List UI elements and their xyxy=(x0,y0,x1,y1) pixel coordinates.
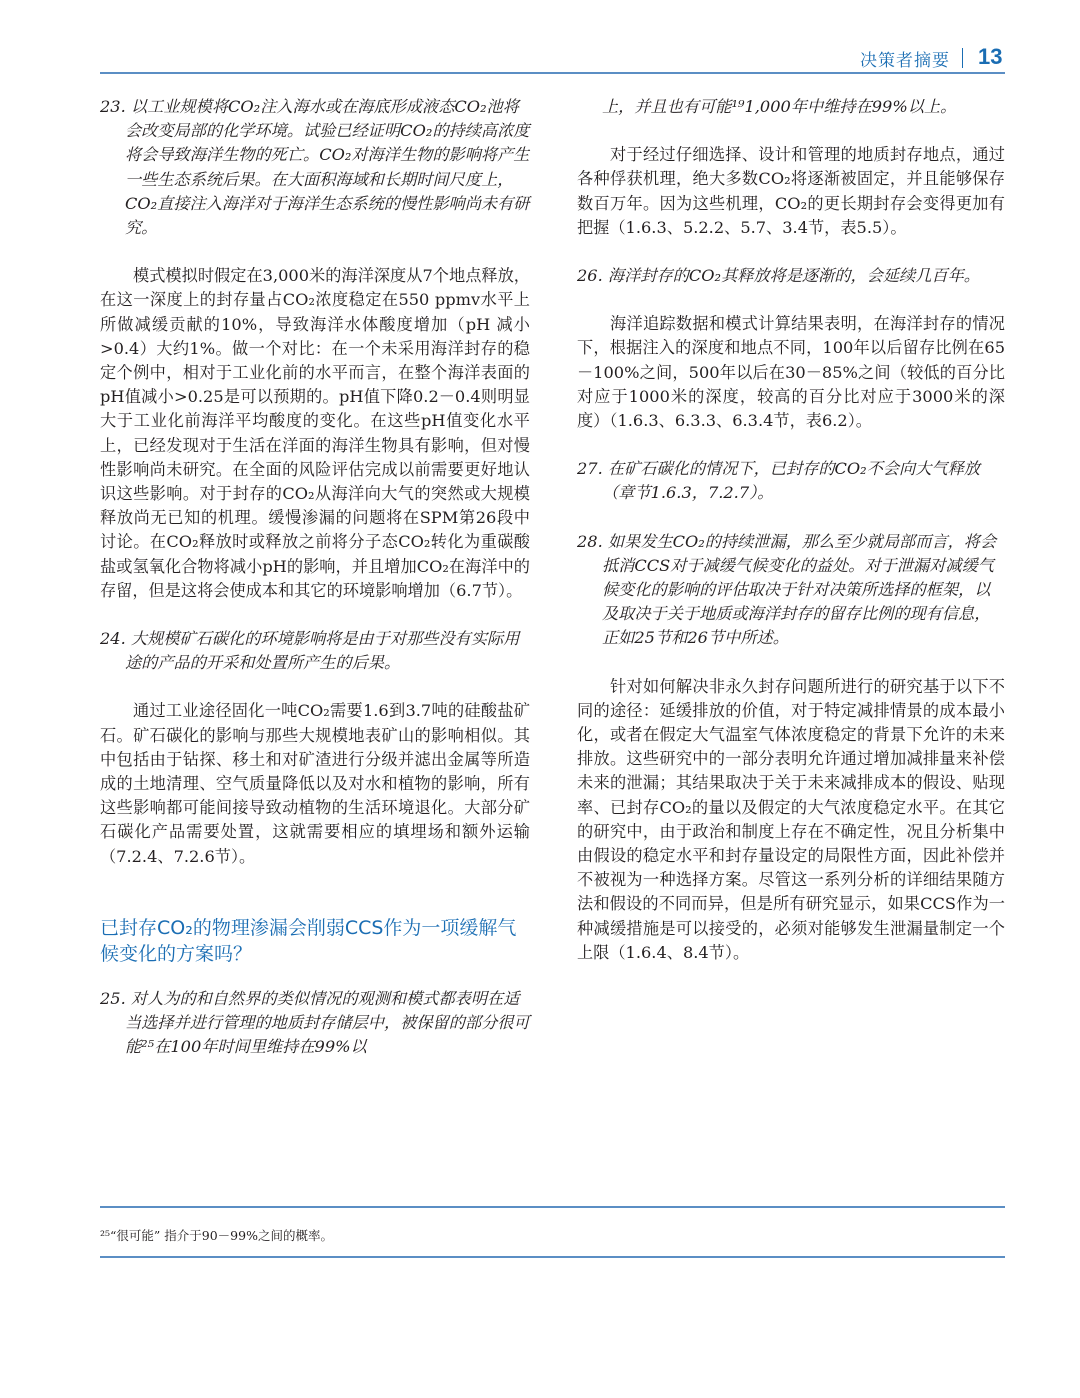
item-27: 27. 在矿石碳化的情况下，已封存的CO₂不会向大气释放（章节1.6.3，7.2.7）。 xyxy=(577,459,980,503)
section-heading: 已封存CO₂的物理渗漏会削弱CCS作为一项缓解气候变化的方案吗？ xyxy=(100,916,517,965)
footnote-rule-bottom xyxy=(100,1256,1005,1258)
item-28: 28. 如果发生CO₂的持续泄漏，那么至少就局部而言，将会抵消CCS对于减缓气候变化的益处。对于泄漏对减缓气候变化的影响的评估取决于针对决策所选择的框架，以及取决于关于地质或海洋封存的留存比例的现有信息，正如25节和26节中所述。 xyxy=(577,531,997,648)
paragraph-geological-storage: 对于经过仔细选择、设计和管理的地质封存地点，通过各种俘获机理，绝大多数CO₂将逐渐被固定，并且能够保存数百万年。因为这些机理，CO₂的更长期封存会变得更加有把握（1.6.3、5.2.2、5.7、3.4节，表5.5）。 xyxy=(577,145,1005,237)
paragraph-mineral-carbonation: 通过工业途径固化一吨CO₂需要1.6到3.7吨的硅酸盐矿石。矿石碳化的影响与那些大规模地表矿山的影响相似。其中包括由于钻探、移土和对矿渣进行分级并滤出金属等所造成的土地清理、空气质量降低以及对水和植物的影响，所有这些影响都可能间接导致动植物的生活环境退化。大部分矿石碳化产品需要处置，这就需要相应的填埋场和额外运输（7.2.4、7.2.6节）。 xyxy=(100,701,530,866)
item-26: 26. 海洋封存的CO₂其释放将是逐渐的，会延续几百年。 xyxy=(577,266,980,286)
item-24: 24. 大规模矿石碳化的环境影响将是由于对那些没有实际用途的产品的开采和处置所产生的后果。 xyxy=(100,629,520,673)
left-column xyxy=(100,95,530,1060)
item-23: 23. 以工业规模将CO₂注入海水或在海底形成液态CO₂池将会改变局部的化学环境。试验已经证明CO₂的持续高浓度将会导致海洋生物的死亡。CO₂对海洋生物的影响将产生一些生态系统后果。在大面积海域和长期时间尺度上，CO₂直接注入海洋对于海洋生态系统的慢性影响尚未有研究。 xyxy=(100,97,530,238)
footnote: ²⁵“很可能” 指介于90－99%之间的概率。 xyxy=(100,1228,333,1243)
paragraph-ocean-tracer: 海洋追踪数据和模式计算结果表明，在海洋封存的情况下，根据注入的深度和地点不同，100年以后留存比例在65－100%之间，500年以后在30－85%之间（较低的百分比对应于1000米的深度，较高的百分比对应于3000米的深度）（1.6.3、6.3.3、6.3.4节，表6.2）。 xyxy=(577,314,1005,431)
header-separator xyxy=(962,48,963,68)
right-column xyxy=(577,95,1005,965)
header-rule xyxy=(100,72,1005,74)
item-25-continued: 上，并且也有可能¹⁹1,000年中维持在99%以上。 xyxy=(602,97,957,116)
item-25: 25. 对人为的和自然界的类似情况的观测和模式都表明在适当选择并进行管理的地质封存储层中，被保留的部分很可能²⁵在100年时间里维持在99%以 xyxy=(100,988,530,1057)
section-title: 决策者摘要 xyxy=(860,51,950,71)
paragraph-ocean-ph: 模式模拟时假定在3,000米的海洋深度从7个地点释放，在这一深度上的封存量占CO₂浓度稳定在550 ppmv水平上所做减缓贡献的10%，导致海洋水体酸度增加（pH 减小>0.4）大约1%。做一个对比：在一个未采用海洋封存的稳定个例中，相对于工业化前的水平而言，在整个海洋表面的pH值减小>0.25是可以预期的。pH值下降0.2－0.4则明显大于工业化前海洋平均酸度的变化。在这些pH值变化水平上，已经发现对于生活在洋面的海洋生物具有影响，但对慢性影响尚未研究。在全面的风险评估完成以前需要更好地认识这些影响。对于封存的CO₂从海洋向大气的突然或大规模释放尚无已知的机理。缓慢渗漏的问题将在SPM第26段中讨论。在CO₂释放时或释放之前将分子态CO₂转化为重碳酸盐或氢氧化合物将减小pH的影响，并且增加CO₂在海洋中的存留，但是这将会使成本和其它的环境影响增加（6.7节）。 xyxy=(100,266,530,600)
paragraph-non-permanent-storage: 针对如何解决非永久封存问题所进行的研究基于以下不同的途径：延缓排放的价值，对于特定减排情景的成本最小化，或者在假定大气温室气体浓度稳定的背景下允许的未来排放。这些研究中的一部分表明允许通过增加减排量来补偿未来的泄漏；其结果取决于关于未来减排成本的假设、贴现率、已封存CO₂的量以及假定的大气浓度稳定水平。在其它的研究中，由于政治和制度上存在不确定性，况且分析集中由假设的稳定水平和封存量设定的局限性方面，因此补偿并不被视为一种选择方案。尽管这一系列分析的详细结果随方法和假设的不同而异，但是所有研究显示，如果CCS作为一种减缓措施是可以接受的，必须对能够发生泄漏量制定一个上限（1.6.4、8.4节）。 xyxy=(577,676,1005,962)
page-number: 13 xyxy=(978,44,1003,69)
footnote-rule-top xyxy=(100,1206,1005,1208)
